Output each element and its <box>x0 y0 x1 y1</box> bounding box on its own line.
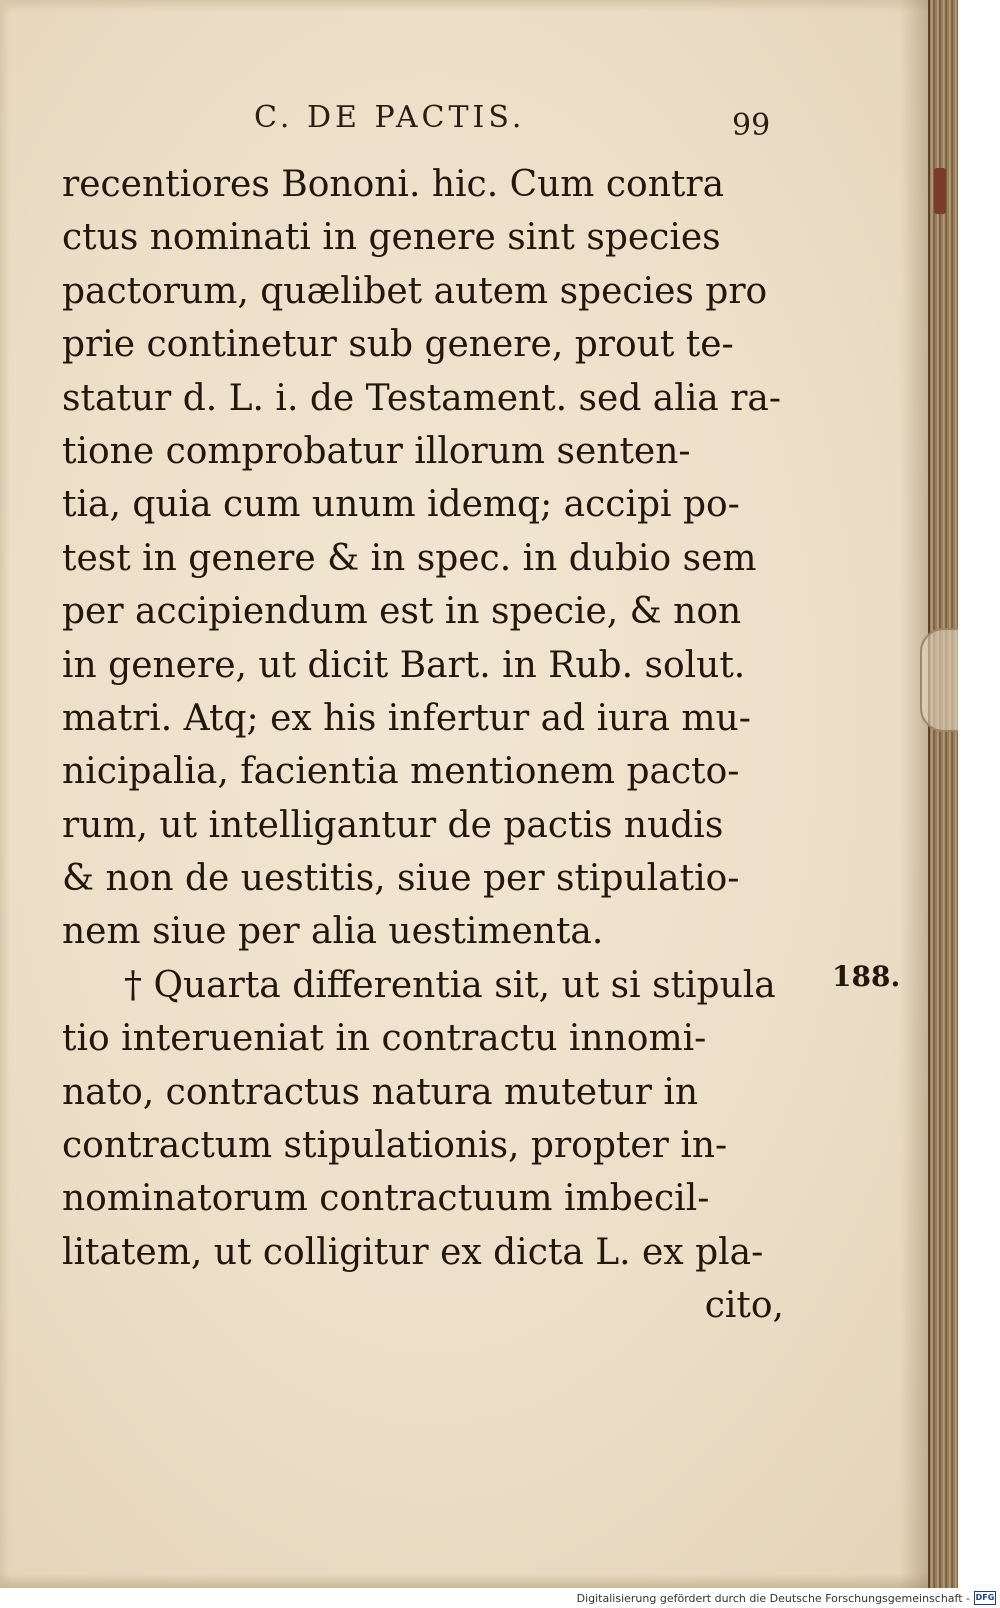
text-line: test in genere & in spec. in dubio sem <box>62 537 757 579</box>
text-line: nicipalia, facientia mentionem pacto- <box>62 751 740 793</box>
text-line: in genere, ut dicit Bart. in Rub. solut. <box>62 644 746 686</box>
text-line: contractum stipulationis, propter in- <box>62 1125 728 1167</box>
clasp-mark <box>934 168 946 214</box>
catchword: cito, <box>704 1285 784 1327</box>
text-line: tio interueniat in contractu innomi- <box>62 1018 707 1060</box>
digitization-credit <box>577 1588 1000 1608</box>
text-line: rum, ut intelligantur de pactis nudis <box>62 804 724 846</box>
text-line: ctus nominati in genere sint species <box>62 217 721 259</box>
text-line: pactorum, quælibet autem species pro <box>62 270 768 312</box>
text-line: tione comprobatur illorum senten- <box>62 430 691 472</box>
text-line: nato, contractus natura mutetur in <box>62 1071 699 1113</box>
dfg-logo-icon[interactable]: DFG <box>974 1591 996 1605</box>
text-line: & non de uestitis, siue per stipulatio- <box>62 858 740 900</box>
book-fore-edge <box>928 0 958 1588</box>
fore-edge-shadow <box>900 0 930 1588</box>
page-tab-mark <box>920 628 958 732</box>
text-line: per accipiendum est in specie, & non <box>62 591 742 633</box>
text-line: statur d. L. i. de Testament. sed alia ra- <box>62 377 782 419</box>
credit-text: Digitalisierung gefördert durch die Deutsche Forschungsgemeinschaft - <box>576 1591 970 1605</box>
page-edge-left <box>0 0 10 1588</box>
page-number: 99 <box>732 108 771 143</box>
page-edge-bottom <box>0 1574 958 1588</box>
marginal-note: 188. <box>832 960 901 993</box>
running-head: C. DE PACTIS. <box>254 100 526 135</box>
page-edge-top <box>0 0 958 12</box>
text-line: tia, quia cum unum idemq; accipi po- <box>62 484 740 526</box>
text-line: nem siue per alia uestimenta. <box>62 911 604 953</box>
text-line: matri. Atq; ex his infertur ad iura mu- <box>62 697 751 739</box>
text-line: recentiores Bononi. hic. Cum contra <box>62 164 725 205</box>
text-line: † Quarta differentia sit, ut si stipula <box>124 964 776 1006</box>
text-line: prie continetur sub genere, prout te- <box>62 324 734 366</box>
body-text <box>62 158 802 1333</box>
text-line: nominatorum contractuum imbecil- <box>62 1178 710 1220</box>
text-line: litatem, ut colligitur ex dicta L. ex pla- <box>62 1231 764 1273</box>
